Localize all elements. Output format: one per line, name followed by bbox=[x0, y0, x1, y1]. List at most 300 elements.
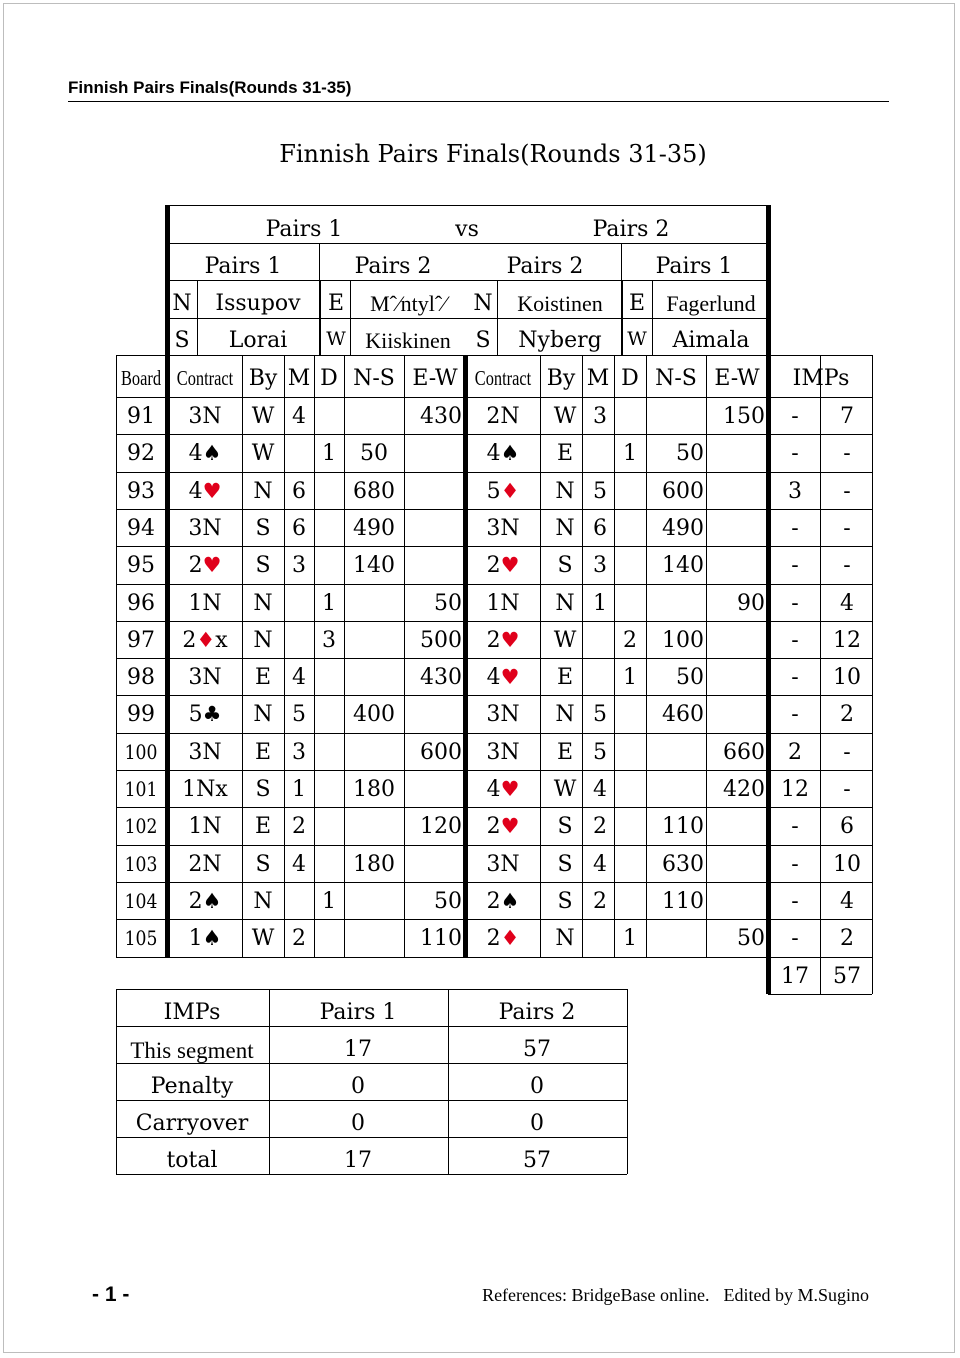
totals-rule bbox=[872, 957, 873, 994]
imps-pairs1: - bbox=[791, 851, 799, 877]
imps-pairs2: - bbox=[843, 739, 851, 765]
heart-suit-icon: ♥ bbox=[500, 777, 520, 801]
summary-row-rule bbox=[116, 1026, 627, 1027]
ew-score: 420 bbox=[723, 777, 765, 802]
seat-divider bbox=[320, 280, 321, 355]
ns-score: 490 bbox=[353, 515, 395, 541]
board-number: 103 bbox=[124, 851, 158, 876]
column-rule bbox=[540, 355, 541, 957]
diamond-suit-icon: ♦ bbox=[196, 627, 216, 652]
heart-suit-icon: ♥ bbox=[202, 478, 222, 503]
contract-level: 2N bbox=[486, 404, 520, 429]
summary-value: 0 bbox=[351, 1074, 365, 1099]
imps-pairs2: 10 bbox=[833, 851, 861, 877]
contract-pairs2 bbox=[486, 851, 520, 877]
imps-pairs2: - bbox=[843, 441, 851, 467]
contract-pairs1 bbox=[189, 555, 222, 577]
board-number: 100 bbox=[124, 739, 158, 764]
tricks-down: 1 bbox=[623, 441, 637, 467]
tricks-made: 1 bbox=[593, 590, 607, 616]
contract-level: 4 bbox=[486, 441, 501, 467]
contract-pairs2 bbox=[487, 928, 520, 950]
contract-pairs1 bbox=[188, 888, 222, 914]
column-rule bbox=[706, 355, 707, 957]
ns-score: 180 bbox=[353, 777, 395, 802]
summary-row-rule bbox=[116, 1063, 627, 1064]
tricks-made: 5 bbox=[292, 702, 306, 728]
contract-level: 4 bbox=[486, 777, 501, 802]
tricks-down: 1 bbox=[322, 441, 336, 467]
tricks-made: 6 bbox=[292, 478, 306, 504]
contract-level: 1Nx bbox=[182, 777, 228, 802]
tricks-made: 4 bbox=[292, 665, 306, 691]
contract-level: 2 bbox=[486, 814, 501, 840]
summary-header: IMPs bbox=[163, 1000, 221, 1025]
seat-label: S bbox=[174, 328, 190, 353]
tricks-made: 3 bbox=[292, 553, 306, 579]
diamond-suit-icon: ♦ bbox=[500, 926, 520, 951]
tricks-made: 3 bbox=[593, 553, 607, 579]
ns-score: 50 bbox=[676, 441, 704, 467]
column-rule bbox=[646, 355, 647, 957]
seat-divider bbox=[197, 280, 198, 355]
declarer: W bbox=[251, 404, 275, 429]
ew-score: 50 bbox=[434, 888, 462, 914]
player-name: Lorai bbox=[228, 328, 288, 353]
board-number: 95 bbox=[127, 553, 155, 579]
board-number: 91 bbox=[127, 404, 155, 429]
column-rule bbox=[116, 355, 117, 957]
column-header: M bbox=[287, 366, 311, 391]
column-header: IMPs bbox=[792, 366, 850, 391]
row-rule bbox=[116, 733, 872, 734]
row-rule bbox=[116, 770, 872, 771]
spade-suit-icon: ♠ bbox=[500, 888, 520, 913]
column-rule bbox=[614, 355, 615, 957]
running-header: Finnish Pairs Finals(Rounds 31-35) bbox=[68, 78, 352, 97]
contract-level: 2 bbox=[188, 888, 203, 914]
tricks-down: 1 bbox=[623, 665, 637, 691]
imps-pairs1: 2 bbox=[788, 739, 802, 765]
header-rule bbox=[68, 101, 889, 102]
ns-score: 50 bbox=[676, 665, 704, 691]
imps-pairs1: 12 bbox=[781, 777, 809, 802]
tricks-made: 2 bbox=[593, 814, 607, 840]
contract-pairs1 bbox=[182, 779, 228, 801]
summary-column-rule bbox=[627, 989, 628, 1174]
ns-score: 50 bbox=[360, 441, 388, 467]
imps-pairs1: - bbox=[791, 590, 799, 616]
seat-divider bbox=[652, 280, 653, 355]
contract-level: 4 bbox=[486, 665, 501, 691]
column-rule bbox=[404, 355, 405, 957]
summary-value: 17 bbox=[344, 1148, 372, 1173]
contract-pairs2 bbox=[487, 555, 520, 577]
ns-score: 100 bbox=[662, 627, 704, 653]
ew-score: 600 bbox=[420, 739, 462, 765]
summary-value: 57 bbox=[523, 1037, 551, 1062]
contract-level: 1N bbox=[188, 590, 222, 616]
heart-suit-icon: ♥ bbox=[202, 553, 222, 578]
club-suit-icon: ♣ bbox=[202, 702, 222, 727]
board-number: 101 bbox=[124, 777, 158, 801]
contract-pairs1 bbox=[188, 667, 221, 689]
team-header-rule bbox=[167, 243, 767, 244]
declarer: N bbox=[555, 590, 575, 616]
imps-pairs1: - bbox=[791, 888, 799, 914]
contract-level: 2 bbox=[486, 553, 501, 579]
imps-pairs2: 2 bbox=[840, 702, 854, 728]
seat-label: E bbox=[327, 291, 345, 316]
declarer: W bbox=[251, 926, 275, 952]
team-header-rule bbox=[167, 318, 767, 319]
heart-suit-icon: ♥ bbox=[500, 814, 520, 839]
declarer: N bbox=[253, 888, 273, 914]
tricks-made: 2 bbox=[292, 814, 306, 840]
thick-divider bbox=[766, 205, 771, 994]
column-header: M bbox=[586, 366, 610, 391]
player-name: Nyberg bbox=[518, 328, 602, 353]
imps-pairs1: - bbox=[791, 665, 799, 691]
contract-pairs2 bbox=[486, 406, 519, 428]
row-rule bbox=[116, 509, 872, 510]
contract-pairs1 bbox=[188, 478, 222, 504]
team-label: Pairs 1 bbox=[655, 254, 733, 279]
imps-pairs1: - bbox=[791, 702, 799, 728]
contract-pairs2 bbox=[486, 515, 520, 541]
imps-pairs2: - bbox=[843, 777, 851, 802]
column-header: E-W bbox=[714, 366, 760, 391]
contract-pairs1 bbox=[188, 590, 222, 616]
tricks-down: 3 bbox=[322, 627, 336, 653]
contract-level: 3N bbox=[188, 665, 222, 691]
contract-pairs1 bbox=[189, 443, 222, 465]
thick-divider bbox=[165, 205, 170, 957]
column-header-rule bbox=[116, 355, 872, 356]
declarer: N bbox=[253, 590, 273, 616]
contract-pairs2 bbox=[486, 739, 520, 765]
ew-score: 50 bbox=[434, 590, 462, 616]
imps-total-pairs2: 57 bbox=[833, 963, 861, 989]
board-number: 92 bbox=[127, 441, 155, 467]
page-number: - 1 - bbox=[92, 1283, 130, 1306]
contract-level: 3N bbox=[486, 851, 520, 877]
seat-divider bbox=[497, 280, 498, 355]
contract-pairs1 bbox=[188, 406, 221, 428]
column-header: By bbox=[248, 366, 278, 391]
summary-row-rule bbox=[116, 1174, 627, 1175]
heart-suit-icon: ♥ bbox=[500, 553, 520, 578]
board-number: 94 bbox=[127, 515, 155, 541]
player-name: Mˆ⁄ntylˆ⁄ bbox=[370, 291, 446, 316]
row-rule bbox=[116, 658, 872, 659]
declarer: W bbox=[553, 627, 577, 653]
declarer: N bbox=[253, 627, 273, 653]
summary-row-label: total bbox=[166, 1148, 218, 1173]
imps-pairs2: 7 bbox=[840, 404, 854, 429]
board-number: 97 bbox=[127, 627, 155, 653]
spade-suit-icon: ♠ bbox=[202, 441, 222, 466]
contract-pairs1 bbox=[188, 515, 222, 541]
declarer: W bbox=[553, 777, 577, 802]
row-rule bbox=[116, 472, 872, 473]
document-title: Finnish Pairs Finals(Rounds 31-35) bbox=[279, 140, 707, 168]
ns-score: 680 bbox=[353, 478, 395, 504]
declarer: S bbox=[557, 553, 573, 579]
declarer: S bbox=[557, 814, 573, 840]
seat-label: W bbox=[627, 328, 647, 350]
ns-score: 180 bbox=[353, 851, 395, 877]
heart-suit-icon: ♥ bbox=[500, 665, 520, 690]
ns-score: 630 bbox=[662, 851, 704, 877]
row-rule bbox=[116, 621, 872, 622]
board-number: 98 bbox=[127, 665, 155, 691]
declarer: N bbox=[555, 926, 575, 952]
seat-divider bbox=[622, 280, 623, 355]
seat-label: S bbox=[475, 328, 491, 353]
summary-row-rule bbox=[116, 1137, 627, 1138]
contract-level: 3N bbox=[188, 404, 222, 429]
imps-pairs1: - bbox=[791, 404, 799, 429]
tricks-made: 2 bbox=[292, 926, 306, 952]
column-header: Contract bbox=[176, 366, 234, 390]
column-header: Contract bbox=[474, 366, 532, 390]
player-name: Aimala bbox=[672, 328, 750, 353]
contract-pairs1 bbox=[182, 627, 228, 653]
row-rule bbox=[116, 882, 872, 883]
summary-column-rule bbox=[269, 989, 270, 1174]
imps-pairs1: - bbox=[791, 814, 799, 840]
footer-reference bbox=[468, 1285, 869, 1306]
contract-pairs2 bbox=[486, 704, 519, 726]
column-header: D bbox=[621, 366, 639, 391]
ns-score: 110 bbox=[662, 888, 704, 914]
tricks-made: 4 bbox=[593, 851, 607, 877]
team-header-rule bbox=[167, 205, 767, 206]
spade-suit-icon: ♠ bbox=[202, 926, 222, 951]
tricks-down: 1 bbox=[623, 926, 637, 952]
ew-score: 660 bbox=[723, 739, 765, 765]
imps-pairs2: - bbox=[843, 553, 851, 579]
contract-level: 3N bbox=[188, 515, 222, 541]
imps-pairs1: - bbox=[791, 627, 799, 653]
contract-level: 5 bbox=[486, 478, 501, 504]
ew-score: 90 bbox=[737, 590, 765, 616]
contract-level: 1N bbox=[188, 814, 222, 840]
player-name: Kiiskinen bbox=[365, 328, 451, 353]
summary-value: 57 bbox=[523, 1148, 551, 1173]
board-number: 104 bbox=[124, 888, 158, 913]
contract-level: 1 bbox=[188, 926, 203, 952]
imps-pairs1: - bbox=[791, 553, 799, 579]
contract-pairs2 bbox=[487, 816, 520, 838]
declarer: S bbox=[255, 553, 271, 579]
imps-pairs2: - bbox=[843, 478, 851, 504]
player-name: Koistinen bbox=[517, 291, 603, 316]
contract-pairs1 bbox=[188, 739, 222, 765]
contract-pairs1 bbox=[188, 851, 222, 877]
ns-score: 490 bbox=[662, 515, 704, 541]
summary-header: Pairs 2 bbox=[498, 1000, 576, 1025]
board-number: 96 bbox=[127, 590, 155, 616]
column-header: E-W bbox=[412, 366, 458, 391]
declarer: S bbox=[255, 851, 271, 877]
seat-divider bbox=[350, 280, 351, 355]
declarer: E bbox=[556, 739, 574, 765]
seat-label: N bbox=[473, 291, 493, 316]
contract-pairs2 bbox=[486, 627, 520, 653]
pairs-right-label: Pairs 2 bbox=[592, 217, 670, 242]
declarer: E bbox=[556, 441, 574, 467]
tricks-made: 5 bbox=[593, 478, 607, 504]
declarer: S bbox=[255, 515, 271, 541]
reference-text: References: BridgeBase online. bbox=[482, 1285, 710, 1305]
heart-suit-icon: ♥ bbox=[500, 627, 520, 652]
tricks-made: 6 bbox=[593, 515, 607, 541]
diamond-suit-icon: ♦ bbox=[500, 478, 520, 503]
team-label: Pairs 2 bbox=[506, 254, 584, 279]
declarer: N bbox=[555, 478, 575, 504]
ew-score: 430 bbox=[420, 404, 462, 429]
declarer: W bbox=[251, 441, 275, 467]
row-rule bbox=[116, 546, 872, 547]
ns-score: 140 bbox=[353, 553, 395, 579]
board-number: 105 bbox=[124, 926, 158, 951]
thick-divider bbox=[463, 355, 468, 957]
declarer: W bbox=[553, 404, 577, 429]
imps-pairs1: - bbox=[791, 926, 799, 952]
column-rule bbox=[820, 355, 821, 957]
summary-row-rule bbox=[116, 989, 627, 990]
imps-pairs2: 4 bbox=[840, 590, 854, 616]
imps-pairs2: 2 bbox=[840, 926, 854, 952]
imps-pairs1: - bbox=[791, 515, 799, 541]
tricks-made: 4 bbox=[292, 404, 306, 429]
team-label: Pairs 1 bbox=[204, 254, 282, 279]
row-rule bbox=[116, 957, 872, 958]
row-rule bbox=[116, 807, 872, 808]
summary-column-rule bbox=[116, 989, 117, 1174]
imps-pairs2: 12 bbox=[833, 627, 861, 653]
spade-suit-icon: ♠ bbox=[202, 888, 222, 913]
summary-value: 0 bbox=[530, 1074, 544, 1099]
imps-pairs1: 3 bbox=[788, 478, 802, 504]
tricks-down: 2 bbox=[623, 627, 637, 653]
contract-level: 2 bbox=[188, 553, 203, 579]
contract-pairs2 bbox=[486, 888, 520, 914]
ns-score: 140 bbox=[662, 553, 704, 579]
imps-pairs2: 6 bbox=[840, 814, 854, 840]
tricks-made: 6 bbox=[292, 515, 306, 541]
contract-pairs2 bbox=[487, 779, 520, 801]
imps-pairs2: - bbox=[843, 515, 851, 541]
contract-level: 3N bbox=[486, 739, 520, 765]
declarer: N bbox=[253, 702, 273, 728]
declarer: N bbox=[555, 702, 575, 728]
totals-rule bbox=[768, 994, 872, 995]
column-rule bbox=[314, 355, 315, 957]
column-rule bbox=[582, 355, 583, 957]
summary-row-label: This segment bbox=[130, 1038, 254, 1063]
contract-pairs1 bbox=[189, 928, 222, 950]
imps-pairs2: 4 bbox=[840, 888, 854, 914]
tricks-made: 4 bbox=[292, 851, 306, 877]
row-rule bbox=[116, 695, 872, 696]
summary-row-label: Carryover bbox=[135, 1111, 249, 1136]
contract-pairs1 bbox=[188, 816, 221, 838]
contract-pairs2 bbox=[487, 667, 520, 689]
pairs-left-label: Pairs 1 bbox=[265, 217, 343, 242]
team-label: Pairs 2 bbox=[354, 254, 432, 279]
imps-total-pairs1: 17 bbox=[781, 963, 809, 989]
declarer: N bbox=[253, 478, 273, 504]
tricks-made: 3 bbox=[292, 739, 306, 765]
column-rule bbox=[872, 355, 873, 957]
declarer: S bbox=[557, 888, 573, 914]
contract-pairs2 bbox=[486, 478, 520, 504]
ew-score: 120 bbox=[420, 814, 462, 840]
ns-score: 110 bbox=[662, 814, 704, 840]
spade-suit-icon: ♠ bbox=[500, 441, 520, 466]
contract-level: 3N bbox=[486, 515, 520, 541]
column-rule bbox=[242, 355, 243, 957]
ew-score: 50 bbox=[737, 926, 765, 952]
contract-level: 3N bbox=[486, 702, 520, 728]
column-header: N-S bbox=[655, 366, 697, 391]
declarer: N bbox=[555, 515, 575, 541]
totals-rule bbox=[820, 957, 821, 994]
declarer: E bbox=[254, 665, 272, 691]
declarer: E bbox=[254, 814, 272, 840]
tricks-down: 1 bbox=[322, 888, 336, 914]
row-rule bbox=[116, 434, 872, 435]
summary-value: 0 bbox=[351, 1111, 365, 1136]
column-header: By bbox=[546, 366, 576, 391]
declarer: E bbox=[556, 665, 574, 691]
contract-level: 2 bbox=[486, 926, 501, 952]
board-number: 99 bbox=[127, 702, 155, 728]
imps-pairs1: - bbox=[791, 441, 799, 467]
tricks-down: 1 bbox=[322, 590, 336, 616]
contract-level: 1N bbox=[486, 590, 520, 616]
declarer: E bbox=[254, 739, 272, 765]
ns-score: 600 bbox=[662, 478, 704, 504]
contract-level: 4 bbox=[188, 478, 203, 504]
tricks-made: 3 bbox=[593, 404, 607, 429]
contract-level: 2N bbox=[188, 851, 222, 877]
contract-level: 4 bbox=[188, 441, 203, 467]
player-name: Issupov bbox=[215, 291, 301, 316]
ew-score: 500 bbox=[420, 627, 462, 653]
summary-header: Pairs 1 bbox=[319, 1000, 397, 1025]
row-rule bbox=[116, 584, 872, 585]
contract-pairs2 bbox=[486, 590, 520, 616]
contract-level: 5 bbox=[188, 702, 203, 728]
player-name: Fagerlund bbox=[666, 291, 756, 316]
contract-level: 3N bbox=[188, 739, 222, 765]
column-header: D bbox=[320, 366, 338, 391]
tricks-made: 1 bbox=[292, 777, 306, 802]
seat-label: W bbox=[326, 328, 346, 350]
imps-pairs2: 10 bbox=[833, 665, 861, 691]
ew-score: 430 bbox=[420, 665, 462, 691]
summary-value: 17 bbox=[344, 1037, 372, 1062]
column-header: Board bbox=[120, 366, 162, 390]
column-rule bbox=[284, 355, 285, 957]
seat-label: E bbox=[628, 291, 646, 316]
column-header: N-S bbox=[353, 366, 395, 391]
contract-pairs2 bbox=[487, 443, 520, 465]
